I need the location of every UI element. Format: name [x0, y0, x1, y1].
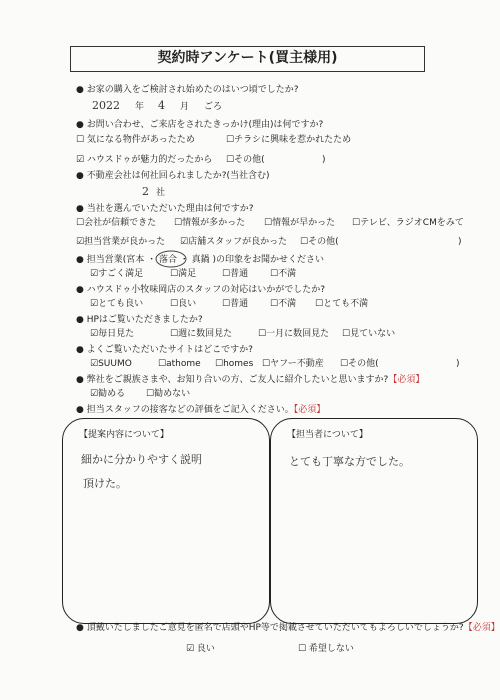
reason-option-housedo: ☑ ハウスドゥが魅力的だったから [76, 155, 213, 165]
question-purchase-start: ● お家の購入をご検討され始めたのはいつ頃でしたか? [76, 85, 299, 95]
survey-title: 契約時アンケート(買主様用) [70, 46, 425, 72]
hp-option-never: ☐見ていない [342, 329, 396, 339]
choice-option-tv-radio: ☐テレビ、ラジオCMをみて [352, 218, 464, 228]
choice-option-fast-info: ☐情報が早かった [264, 218, 336, 228]
question-recommend-text: ● 弊社をご親族さまや、お知り合いの方、ご友人に紹介したいと思いますか? [76, 375, 389, 385]
question-publish-consent [76, 622, 500, 634]
month-label: 月 [180, 102, 190, 112]
choice-option-sales-staff: ☑担当営業が良かった [76, 237, 166, 247]
proposal-comment-line-2: 頂けた。 [83, 477, 127, 490]
choice-option-trust: ☐会社が信頼できた [76, 218, 157, 228]
question-sales-impression: ● 担当営業(宮本 ・ 落合 ・ 真鍋 )の印象をお聞かせください [76, 255, 325, 265]
staff-option-very-good: ☑とても良い [90, 299, 144, 309]
choice-option-much-info: ☐情報が多かった [174, 218, 246, 228]
required-badge: 【必須】 [463, 623, 500, 633]
question-hp-view: ● HPはご覧いただきましたか? [76, 315, 203, 325]
question-choice-reason: ● 当社を選んでいただいた理由は何ですか? [76, 204, 254, 214]
recommend-option-yes: ☑勧める [90, 389, 126, 399]
staff-option-normal: ☐普通 [222, 299, 249, 309]
answer-company-count: 2 [142, 185, 149, 198]
circle-mark-icon [155, 249, 188, 269]
site-option-other-close: ) [456, 359, 460, 369]
publish-option-no: ☐ 希望しない [298, 644, 354, 654]
question-staff-response: ● ハウスドゥ小牧味岡店のスタッフの対応はいかがでしたか? [76, 285, 325, 295]
approx-label: ごろ [204, 102, 223, 112]
answer-month-value: 4 [158, 99, 165, 112]
recommend-option-no: ☐勧めない [146, 389, 191, 399]
question-recommend [76, 374, 424, 386]
site-option-athome: ☐athome [158, 359, 201, 369]
company-unit-label: 社 [156, 188, 166, 198]
hp-option-daily: ☑毎日見た [90, 329, 135, 339]
proposal-panel-title: 【提案内容について】 [79, 430, 169, 440]
staff-option-bad: ☐不満 [270, 299, 297, 309]
required-badge: 【必須】 [388, 375, 425, 385]
choice-option-store-staff: ☑店舗スタッフが良かった [180, 237, 288, 247]
question-staff-evaluation-text: ● 担当スタッフの接客などの評価をご記入ください。 [76, 405, 294, 415]
year-label: 年 [135, 102, 145, 112]
hp-option-weekly: ☐週に数回見た [170, 329, 233, 339]
sales-option-normal: ☐普通 [222, 269, 249, 279]
reason-option-property: ☐ 気になる物件があったため [76, 135, 195, 145]
publish-option-yes: ☑ 良い [186, 644, 215, 654]
sales-option-satisfied: ☐満足 [170, 269, 197, 279]
staff-panel-title: 【担当者について】 [287, 430, 368, 440]
staff-comment-panel [270, 418, 478, 624]
sales-option-very-satisfied: ☑すごく満足 [90, 269, 144, 279]
reason-option-other: ☐その他( [226, 155, 265, 165]
hp-option-monthly: ☐一月に数回見た [258, 329, 330, 339]
choice-option-other: ☐その他( [300, 237, 339, 247]
question-site-view: ● よくご覧いただいたサイトはどこですか? [76, 345, 253, 355]
question-staff-evaluation [76, 404, 325, 416]
site-option-homes: ☐homes [215, 359, 254, 369]
question-company-count: ● 不動産会社は何社回られましたか?(当社含む) [76, 171, 270, 181]
required-badge: 【必須】 [293, 405, 326, 415]
site-option-suumo: ☑SUUMO [90, 359, 132, 369]
proposal-comment-panel [62, 418, 270, 624]
site-option-yahoo: ☐ヤフー不動産 [262, 359, 324, 369]
staff-option-very-bad: ☐とても不満 [315, 299, 369, 309]
question-publish-consent-text: ● 頂戴いたしましたご意見を匿名で店頭やHP等で掲載させていただいてもよろしいでしょうか? [76, 623, 464, 633]
staff-comment-line-1: とても丁寧な方でした。 [289, 455, 410, 468]
choice-option-other-close: ) [458, 237, 462, 247]
proposal-comment-line-1: 細かに分かりやすく説明 [81, 453, 202, 466]
reason-option-other-close: ) [322, 155, 326, 165]
question-visit-reason: ● お問い合わせ、ご来店をされたきっかけ(理由)は何ですか? [76, 120, 324, 130]
reason-option-flyer: ☐チラシに興味を惹かれたため [226, 135, 352, 145]
answer-year-value: 2022 [92, 99, 120, 112]
staff-option-good: ☐良い [170, 299, 197, 309]
sales-option-unsatisfied: ☐不満 [270, 269, 297, 279]
site-option-other: ☐その他( [340, 359, 379, 369]
